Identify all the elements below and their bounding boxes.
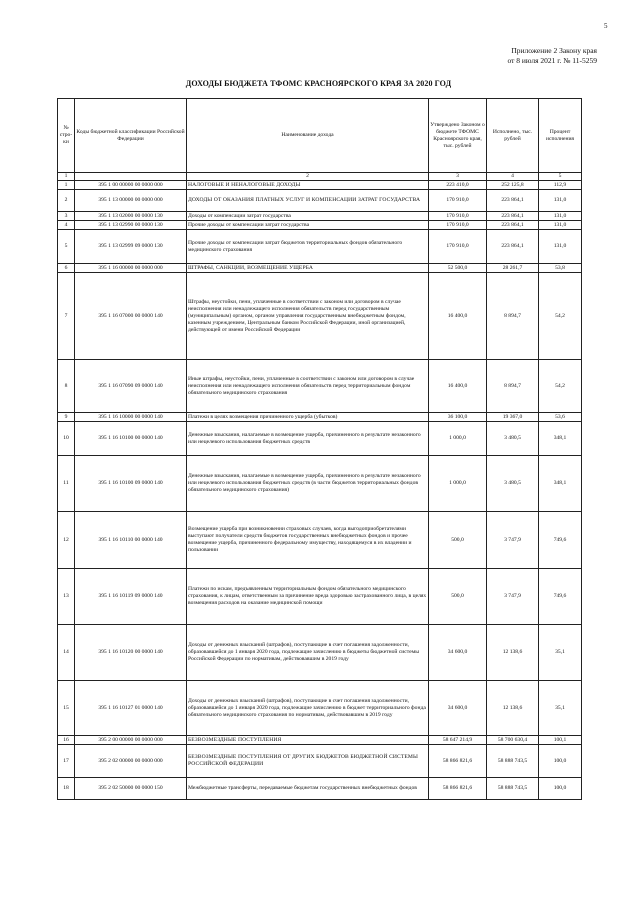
row-number: 8	[58, 360, 75, 413]
revenue-name: Денежные взыскания, налагаемые в возмещение ущерба, причиненного в результате незаконного или нецелевого использования бюджетных средств	[187, 422, 429, 456]
budget-code: 395 1 16 10120 00 0000 140	[75, 625, 187, 681]
row-number: 10	[58, 422, 75, 456]
executed-value: 223 864,1	[487, 221, 539, 230]
revenue-name: Доходы от денежных взысканий (штрафов), поступающие в счет погашения задолженности, образовавшейся до 1 января 2020 года, подлежащие зачислению в бюджет территориального фонда обязательного медицинского страхования по нормативам, действовавшим в 2019 году	[187, 681, 429, 736]
budget-code: 395 1 13 00000 00 0000 000	[75, 190, 187, 212]
percent-value: 54,2	[539, 360, 582, 413]
approved-value: 16 400,0	[429, 273, 487, 360]
budget-code: 395 1 13 02990 00 0000 130	[75, 221, 187, 230]
executed-value: 3 480,5	[487, 456, 539, 512]
revenue-name: Прочие доходы от компенсации затрат государства	[187, 221, 429, 230]
revenue-name: ШТРАФЫ, САНКЦИИ, ВОЗМЕЩЕНИЕ УЩЕРБА	[187, 264, 429, 273]
executed-value: 12 138,6	[487, 625, 539, 681]
row-number: 15	[58, 681, 75, 736]
executed-value: 28 261,7	[487, 264, 539, 273]
revenue-name: Штрафы, неустойки, пени, уплаченные в соответствии с законом или договором в случае неисполнения или ненадлежащего исполнения обязательств перед государственным (муниципальным) органом, органом управления государственным внебюджетным фондом, казенным учреждением, Центральным банком Российской Федерации, иной организацией, действующей от имени Российской Федерации	[187, 273, 429, 360]
percent-value: 35,1	[539, 681, 582, 736]
executed-value: 19 367,0	[487, 413, 539, 422]
revenue-name: БЕЗВОЗМЕЗДНЫЕ ПОСТУПЛЕНИЯ	[187, 736, 429, 745]
row-number: 9	[58, 413, 75, 422]
revenue-name: Иные штрафы, неустойки, пени, уплаченные в соответствии с законом или договором в случае неисполнения или ненадлежащего исполнения обязательств перед территориальным фондом обязательного медицинского страхования	[187, 360, 429, 413]
revenue-name: Возмещение ущерба при возникновении страховых случаев, когда выгодоприобретателями выступают получатели средств бюджетов государственных внебюджетных фондов и прочее возмещение ущерба, причиненного федеральному имуществу, находящемуся в их владении и пользовании	[187, 512, 429, 569]
row-number: 16	[58, 736, 75, 745]
row-number: 18	[58, 778, 75, 800]
approved-value: 34 600,0	[429, 625, 487, 681]
approved-value: 223 410,0	[429, 181, 487, 190]
percent-value: 53,6	[539, 413, 582, 422]
appendix-line-2: от 8 июля 2021 г. № 11-5259	[507, 56, 597, 65]
percent-value: 131,0	[539, 230, 582, 264]
table-row	[58, 778, 582, 800]
table-row	[58, 569, 582, 625]
table-row	[58, 360, 582, 413]
revenue-name: Денежные взыскания, налагаемые в возмещение ущерба, причиненного в результате незаконного или нецелевого использования бюджетных средств (в части бюджетов территориальных фондов обязательного медицинского страхования)	[187, 456, 429, 512]
table-row	[58, 625, 582, 681]
row-number: 6	[58, 264, 75, 273]
executed-value: 58 700 630,4	[487, 736, 539, 745]
revenue-name: Платежи по искам, предъявленным территориальным фондом обязательного медицинского страхования, к лицам, ответственным за причинение вреда здоровью застрахованного лица, в целях возмещения расходов на оказание медицинской помощи	[187, 569, 429, 625]
row-number: 5	[58, 230, 75, 264]
table-row	[58, 264, 582, 273]
table-row	[58, 456, 582, 512]
percent-value: 100,1	[539, 736, 582, 745]
row-number: 17	[58, 745, 75, 778]
row-number: 3	[58, 212, 75, 221]
percent-value: 112,9	[539, 181, 582, 190]
executed-value: 223 864,1	[487, 190, 539, 212]
header-executed: Исполнено, тыс. рублей	[487, 99, 539, 173]
approved-value: 500,0	[429, 512, 487, 569]
document-title: ДОХОДЫ БЮДЖЕТА ТФОМС КРАСНОЯРСКОГО КРАЯ ЗА 2020 ГОД	[185, 79, 452, 88]
column-index: 1	[58, 173, 75, 181]
row-number: 2	[58, 190, 75, 212]
budget-code: 395 1 00 00000 00 0000 000	[75, 181, 187, 190]
revenue-name: Прочие доходы от компенсации затрат бюджетов территориальных фондов обязательного медицинского страхования	[187, 230, 429, 264]
column-index-row	[58, 173, 582, 181]
header-row-number: № стро- ки	[58, 99, 75, 173]
row-number: 14	[58, 625, 75, 681]
approved-value: 1 000,0	[429, 456, 487, 512]
executed-value: 8 894,7	[487, 273, 539, 360]
budget-code: 395 1 16 07090 09 0000 140	[75, 360, 187, 413]
table-row	[58, 512, 582, 569]
table-row	[58, 413, 582, 422]
executed-value: 58 888 743,5	[487, 778, 539, 800]
percent-value: 749,6	[539, 512, 582, 569]
row-number: 1	[58, 181, 75, 190]
row-number: 12	[58, 512, 75, 569]
column-index: 2	[187, 173, 429, 181]
budget-code: 395 1 16 00000 00 0000 000	[75, 264, 187, 273]
column-index: 3	[429, 173, 487, 181]
budget-code: 395 1 16 10100 00 0000 140	[75, 422, 187, 456]
row-number: 13	[58, 569, 75, 625]
approved-value: 16 400,0	[429, 360, 487, 413]
table-row	[58, 681, 582, 736]
approved-value: 34 600,0	[429, 681, 487, 736]
approved-value: 58 647 214,9	[429, 736, 487, 745]
table-row	[58, 230, 582, 264]
appendix-line-1: Приложение 2 Закону края	[511, 46, 597, 55]
executed-value: 58 888 743,5	[487, 745, 539, 778]
row-number: 4	[58, 221, 75, 230]
header-revenue-name: Наименование дохода	[187, 99, 429, 173]
table-row	[58, 212, 582, 221]
column-index	[75, 173, 187, 181]
budget-code: 395 1 16 10127 01 0000 140	[75, 681, 187, 736]
budget-code: 395 2 00 00000 00 0000 000	[75, 736, 187, 745]
approved-value: 58 866 821,6	[429, 745, 487, 778]
executed-value: 8 894,7	[487, 360, 539, 413]
budget-code: 395 1 16 10110 00 0000 140	[75, 512, 187, 569]
revenue-name: БЕЗВОЗМЕЗДНЫЕ ПОСТУПЛЕНИЯ ОТ ДРУГИХ БЮДЖЕТОВ БЮДЖЕТНОЙ СИСТЕМЫ РОССИЙСКОЙ ФЕДЕРАЦИИ	[187, 745, 429, 778]
percent-value: 100,0	[539, 778, 582, 800]
budget-code: 395 1 13 02999 09 0000 130	[75, 230, 187, 264]
executed-value: 3 747,9	[487, 512, 539, 569]
executed-value: 12 138,6	[487, 681, 539, 736]
budget-code: 395 1 16 10000 00 0000 140	[75, 413, 187, 422]
table-row	[58, 221, 582, 230]
executed-value: 223 864,1	[487, 212, 539, 221]
revenue-name: ДОХОДЫ ОТ ОКАЗАНИЯ ПЛАТНЫХ УСЛУГ И КОМПЕНСАЦИИ ЗАТРАТ ГОСУДАРСТВА	[187, 190, 429, 212]
approved-value: 52 500,0	[429, 264, 487, 273]
revenue-name: Платежи в целях возмещения причиненного ущерба (убытков)	[187, 413, 429, 422]
executed-value: 223 864,1	[487, 230, 539, 264]
budget-code: 395 1 16 10119 09 0000 140	[75, 569, 187, 625]
approved-value: 170 910,0	[429, 212, 487, 221]
table-row	[58, 736, 582, 745]
appendix-note	[367, 46, 597, 66]
revenue-name: Межбюджетные трансферты, передаваемые бюджетам государственных внебюджетных фондов	[187, 778, 429, 800]
table-row	[58, 190, 582, 212]
revenue-name: Доходы от денежных взысканий (штрафов), поступающие в счет погашения задолженности, образовавшейся до 1 января 2020 года, подлежащие зачислению в бюджеты бюджетной системы Российской Федерации по нормативам, действовавшим в 2019 году	[187, 625, 429, 681]
executed-value: 252 125,8	[487, 181, 539, 190]
percent-value: 348,1	[539, 422, 582, 456]
table-row	[58, 273, 582, 360]
table-row	[58, 422, 582, 456]
approved-value: 170 910,0	[429, 190, 487, 212]
budget-code: 395 2 02 00000 00 0000 000	[75, 745, 187, 778]
percent-value: 348,1	[539, 456, 582, 512]
budget-code: 395 1 16 07000 00 0000 140	[75, 273, 187, 360]
approved-value: 36 100,0	[429, 413, 487, 422]
budget-code: 395 1 13 02000 00 0000 130	[75, 212, 187, 221]
page-number: 5	[604, 22, 608, 30]
revenue-table	[57, 98, 582, 800]
table-row	[58, 745, 582, 778]
executed-value: 3 747,9	[487, 569, 539, 625]
percent-value: 35,1	[539, 625, 582, 681]
percent-value: 131,0	[539, 221, 582, 230]
row-number: 11	[58, 456, 75, 512]
revenue-name: НАЛОГОВЫЕ И НЕНАЛОГОВЫЕ ДОХОДЫ	[187, 181, 429, 190]
budget-code: 395 1 16 10100 09 0000 140	[75, 456, 187, 512]
column-index: 5	[539, 173, 582, 181]
approved-value: 500,0	[429, 569, 487, 625]
percent-value: 749,6	[539, 569, 582, 625]
budget-code: 395 2 02 50000 00 0000 150	[75, 778, 187, 800]
revenue-name: Доходы от компенсации затрат государства	[187, 212, 429, 221]
approved-value: 58 866 821,6	[429, 778, 487, 800]
percent-value: 53,8	[539, 264, 582, 273]
row-number: 7	[58, 273, 75, 360]
header-budget-code: Коды бюджетной классификации Российской Федерации	[75, 99, 187, 173]
header-approved: Утверждено Законом о бюджете ТФОМС Красноярского края, тыс. рублей	[429, 99, 487, 173]
percent-value: 131,0	[539, 212, 582, 221]
approved-value: 170 910,0	[429, 221, 487, 230]
header-percent: Процент исполнения	[539, 99, 582, 173]
executed-value: 3 480,5	[487, 422, 539, 456]
approved-value: 1 000,0	[429, 422, 487, 456]
percent-value: 100,0	[539, 745, 582, 778]
percent-value: 54,2	[539, 273, 582, 360]
approved-value: 170 910,0	[429, 230, 487, 264]
table-header-row	[58, 99, 582, 173]
column-index: 4	[487, 173, 539, 181]
percent-value: 131,0	[539, 190, 582, 212]
table-row	[58, 181, 582, 190]
